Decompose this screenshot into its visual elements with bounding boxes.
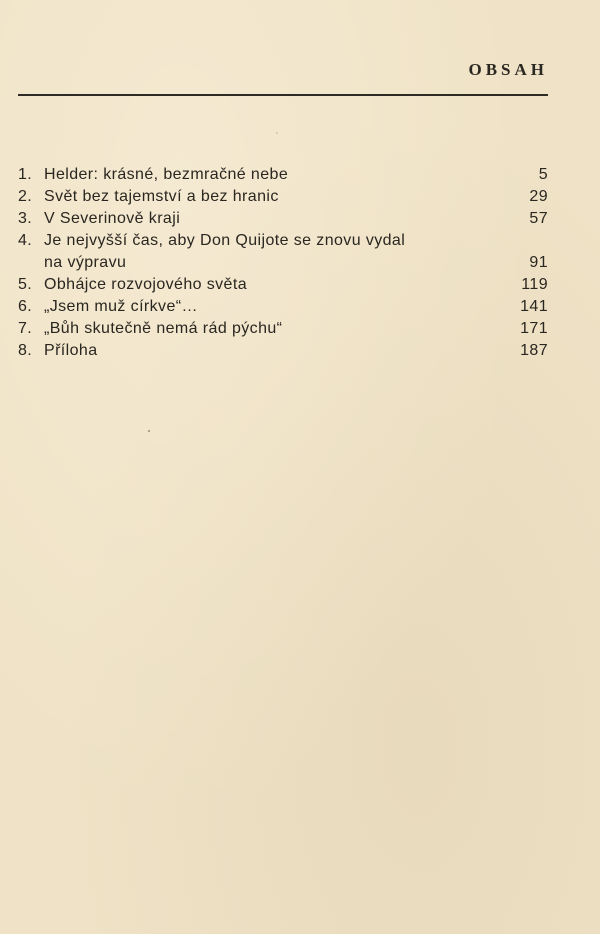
paper-speck	[276, 132, 278, 134]
toc-entry	[18, 230, 548, 274]
toc-entry-title: „Jsem muž církve“…	[44, 298, 198, 315]
toc-entry-number: 6.	[18, 298, 33, 315]
toc-entry-page: 5	[538, 166, 548, 183]
toc-entry-title: Helder: krásné, bezmračné nebe	[44, 166, 289, 183]
toc-entry	[18, 318, 548, 340]
toc-entry	[18, 208, 548, 230]
title-rule	[18, 94, 548, 96]
toc-entry-page: 29	[529, 188, 548, 205]
toc-entry-title: „Bůh skutečně nemá rád pýchu“	[44, 320, 283, 337]
paper-speck	[148, 430, 150, 432]
toc-entry	[18, 340, 548, 362]
toc-entry-title: Je nejvyšší čas, aby Don Quijote se znovu vydal na výpravu	[44, 232, 406, 271]
toc-entry-title: Svět bez tajemství a bez hranic	[44, 188, 279, 205]
toc-entry-page: 141	[520, 298, 548, 315]
toc-entry-title: Obhájce rozvojového světa	[44, 276, 247, 293]
toc-entry-title: Příloha	[44, 342, 98, 359]
toc-entry-number: 3.	[18, 210, 33, 227]
toc-entry-page: 91	[529, 254, 548, 271]
toc-entry	[18, 164, 548, 186]
toc-entry	[18, 186, 548, 208]
toc-entry-page: 57	[529, 210, 548, 227]
toc-entry-number: 1.	[18, 166, 33, 183]
toc-entry-number: 2.	[18, 188, 33, 205]
toc-entry-title: V Severinově kraji	[44, 210, 181, 227]
toc-entry	[18, 274, 548, 296]
toc-entry-page: 119	[521, 276, 548, 293]
toc-entry-number: 4.	[18, 232, 33, 249]
toc-entry-page: 171	[520, 320, 548, 337]
toc-entry-number: 7.	[18, 320, 33, 337]
toc-entry-number: 5.	[18, 276, 33, 293]
toc-entry	[18, 296, 548, 318]
toc-entry-number: 8.	[18, 342, 33, 359]
table-of-contents	[18, 164, 548, 362]
page-title: OBSAH	[468, 60, 548, 79]
toc-entry-page: 187	[520, 342, 548, 359]
